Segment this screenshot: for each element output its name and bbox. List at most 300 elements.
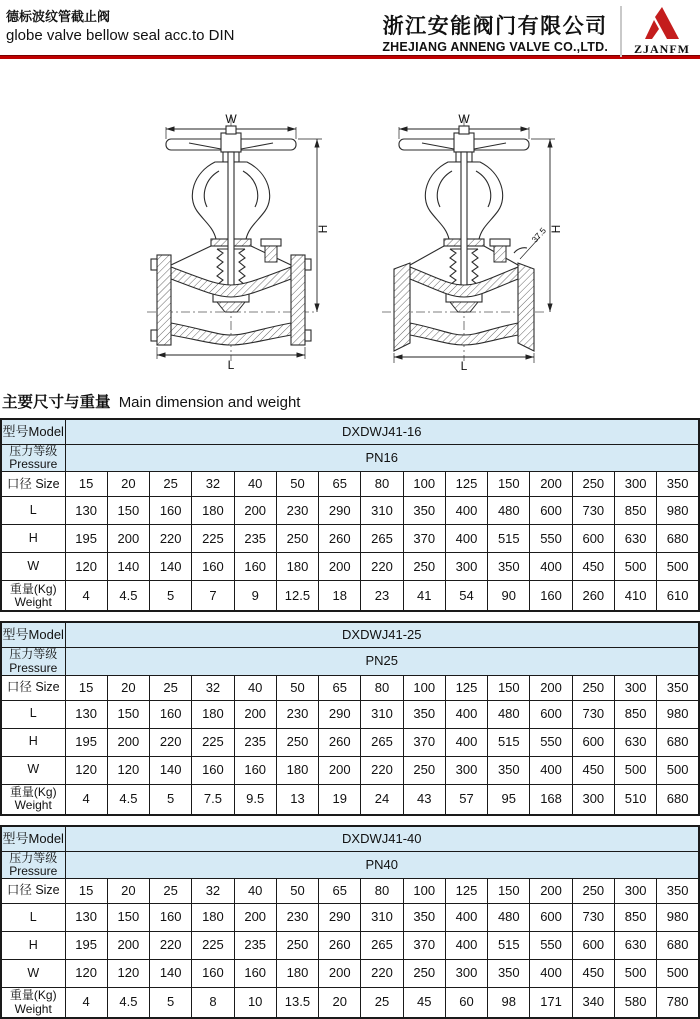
weight-cell: 4 bbox=[65, 784, 107, 815]
width-cell: 220 bbox=[361, 960, 403, 988]
weight-cell: 13 bbox=[276, 784, 318, 815]
weight-cell: 20 bbox=[319, 988, 361, 1019]
dimension-table bbox=[0, 418, 700, 612]
length-cell: 480 bbox=[488, 497, 530, 525]
model-row bbox=[1, 419, 699, 445]
height-cell: 400 bbox=[445, 525, 487, 553]
height-cell: 225 bbox=[192, 932, 234, 960]
row-label: 重量(Kg) Weight bbox=[1, 784, 65, 815]
length-cell: 130 bbox=[65, 497, 107, 525]
size-cell: 20 bbox=[107, 675, 149, 700]
size-cell: 250 bbox=[572, 675, 614, 700]
weight-cell: 5 bbox=[150, 581, 192, 612]
size-cell: 25 bbox=[150, 472, 192, 497]
width-cell: 200 bbox=[319, 553, 361, 581]
size-cell: 40 bbox=[234, 879, 276, 904]
row-label: 型号Model bbox=[1, 826, 65, 852]
width-cell: 300 bbox=[445, 756, 487, 784]
weight-cell: 5 bbox=[150, 988, 192, 1019]
width-cell: 450 bbox=[572, 960, 614, 988]
model-row bbox=[1, 622, 699, 648]
size-cell: 250 bbox=[572, 879, 614, 904]
height-cell: 200 bbox=[107, 525, 149, 553]
length-cell: 850 bbox=[614, 497, 656, 525]
size-cell: 350 bbox=[657, 472, 699, 497]
weight-cell: 23 bbox=[361, 581, 403, 612]
length-row bbox=[1, 497, 699, 525]
section-title-zh: 主要尺寸与重量 bbox=[2, 394, 111, 411]
width-cell: 500 bbox=[614, 756, 656, 784]
height-row bbox=[1, 525, 699, 553]
row-label: 型号Model bbox=[1, 419, 65, 445]
width-cell: 220 bbox=[361, 553, 403, 581]
weight-cell: 60 bbox=[445, 988, 487, 1019]
weight-cell: 680 bbox=[657, 784, 699, 815]
width-cell: 120 bbox=[65, 960, 107, 988]
width-cell: 120 bbox=[65, 553, 107, 581]
weight-cell: 510 bbox=[614, 784, 656, 815]
dim-label-h: H bbox=[316, 224, 330, 234]
height-cell: 680 bbox=[657, 525, 699, 553]
size-cell: 80 bbox=[361, 472, 403, 497]
width-cell: 400 bbox=[530, 553, 572, 581]
valve-drawings bbox=[0, 109, 700, 373]
section-title-en: Main dimension and weight bbox=[118, 394, 301, 411]
height-cell: 235 bbox=[234, 932, 276, 960]
weight-cell: 12.5 bbox=[276, 581, 318, 612]
row-label: 压力等级 Pressure bbox=[1, 648, 65, 675]
weight-cell: 5 bbox=[150, 784, 192, 815]
length-cell: 160 bbox=[150, 904, 192, 932]
row-label: 型号Model bbox=[1, 622, 65, 648]
length-cell: 400 bbox=[445, 700, 487, 728]
height-cell: 370 bbox=[403, 525, 445, 553]
row-label: W bbox=[1, 553, 65, 581]
dim-label-h: H bbox=[549, 224, 563, 234]
width-cell: 300 bbox=[445, 960, 487, 988]
width-cell: 350 bbox=[488, 960, 530, 988]
row-label: W bbox=[1, 756, 65, 784]
model-value: DXDWJ41-40 bbox=[65, 826, 699, 852]
pressure-value: PN40 bbox=[65, 851, 699, 878]
size-cell: 20 bbox=[107, 472, 149, 497]
size-cell: 150 bbox=[488, 879, 530, 904]
size-cell: 32 bbox=[192, 675, 234, 700]
weight-cell: 7 bbox=[192, 581, 234, 612]
height-cell: 265 bbox=[361, 728, 403, 756]
size-row bbox=[1, 675, 699, 700]
row-label: W bbox=[1, 960, 65, 988]
height-cell: 515 bbox=[488, 728, 530, 756]
size-cell: 20 bbox=[107, 879, 149, 904]
row-label: 压力等级 Pressure bbox=[1, 445, 65, 472]
pressure-value: PN16 bbox=[65, 445, 699, 472]
height-cell: 260 bbox=[319, 525, 361, 553]
size-cell: 100 bbox=[403, 472, 445, 497]
height-cell: 220 bbox=[150, 525, 192, 553]
dim-label-w: W bbox=[225, 112, 237, 126]
weight-cell: 4.5 bbox=[107, 784, 149, 815]
dim-label-w: W bbox=[458, 112, 470, 126]
weight-cell: 9 bbox=[234, 581, 276, 612]
company-name-en: ZHEJIANG ANNENG VALVE CO.,LTD. bbox=[382, 39, 608, 54]
company-logo bbox=[620, 6, 692, 57]
width-cell: 140 bbox=[150, 756, 192, 784]
size-cell: 50 bbox=[276, 675, 318, 700]
row-label: H bbox=[1, 932, 65, 960]
size-cell: 350 bbox=[657, 675, 699, 700]
weight-cell: 25 bbox=[361, 988, 403, 1019]
length-cell: 350 bbox=[403, 700, 445, 728]
height-cell: 265 bbox=[361, 525, 403, 553]
width-cell: 120 bbox=[65, 756, 107, 784]
width-cell: 160 bbox=[234, 960, 276, 988]
size-cell: 100 bbox=[403, 879, 445, 904]
length-cell: 290 bbox=[319, 904, 361, 932]
dimension-table bbox=[0, 621, 700, 815]
weight-cell: 4 bbox=[65, 581, 107, 612]
width-cell: 140 bbox=[107, 553, 149, 581]
width-row bbox=[1, 553, 699, 581]
size-cell: 50 bbox=[276, 472, 318, 497]
height-cell: 260 bbox=[319, 728, 361, 756]
length-cell: 600 bbox=[530, 904, 572, 932]
size-cell: 125 bbox=[445, 472, 487, 497]
width-cell: 160 bbox=[192, 756, 234, 784]
model-row bbox=[1, 826, 699, 852]
width-cell: 120 bbox=[107, 756, 149, 784]
weight-row bbox=[1, 988, 699, 1019]
height-cell: 250 bbox=[276, 728, 318, 756]
width-cell: 500 bbox=[657, 553, 699, 581]
height-cell: 630 bbox=[614, 525, 656, 553]
length-cell: 200 bbox=[234, 904, 276, 932]
weight-cell: 19 bbox=[319, 784, 361, 815]
length-cell: 180 bbox=[192, 904, 234, 932]
height-cell: 225 bbox=[192, 525, 234, 553]
weight-cell: 90 bbox=[488, 581, 530, 612]
height-row bbox=[1, 728, 699, 756]
height-cell: 195 bbox=[65, 932, 107, 960]
weight-cell: 580 bbox=[614, 988, 656, 1019]
length-cell: 290 bbox=[319, 497, 361, 525]
size-cell: 50 bbox=[276, 879, 318, 904]
height-cell: 260 bbox=[319, 932, 361, 960]
weight-cell: 610 bbox=[657, 581, 699, 612]
weight-cell: 260 bbox=[572, 581, 614, 612]
pressure-value: PN25 bbox=[65, 648, 699, 675]
width-cell: 450 bbox=[572, 756, 614, 784]
height-row bbox=[1, 932, 699, 960]
length-cell: 160 bbox=[150, 700, 192, 728]
weight-cell: 57 bbox=[445, 784, 487, 815]
row-label: 压力等级 Pressure bbox=[1, 851, 65, 878]
length-cell: 200 bbox=[234, 497, 276, 525]
bevel-angle-label: 37.5 bbox=[529, 225, 549, 245]
section-title bbox=[2, 390, 700, 412]
dimension-table bbox=[0, 825, 700, 1019]
row-label: 口径 Size bbox=[1, 675, 65, 700]
row-label: H bbox=[1, 728, 65, 756]
height-cell: 220 bbox=[150, 932, 192, 960]
weight-cell: 54 bbox=[445, 581, 487, 612]
weight-cell: 13.5 bbox=[276, 988, 318, 1019]
height-cell: 370 bbox=[403, 932, 445, 960]
row-label: H bbox=[1, 525, 65, 553]
width-cell: 180 bbox=[276, 553, 318, 581]
length-cell: 180 bbox=[192, 700, 234, 728]
size-cell: 25 bbox=[150, 879, 192, 904]
size-cell: 80 bbox=[361, 879, 403, 904]
size-cell: 200 bbox=[530, 879, 572, 904]
weight-row bbox=[1, 784, 699, 815]
company-block bbox=[382, 6, 692, 57]
weight-cell: 7.5 bbox=[192, 784, 234, 815]
length-row bbox=[1, 904, 699, 932]
size-cell: 15 bbox=[65, 879, 107, 904]
length-cell: 350 bbox=[403, 497, 445, 525]
width-cell: 120 bbox=[107, 960, 149, 988]
weight-cell: 168 bbox=[530, 784, 572, 815]
weight-cell: 24 bbox=[361, 784, 403, 815]
weight-row bbox=[1, 581, 699, 612]
height-cell: 550 bbox=[530, 525, 572, 553]
length-cell: 730 bbox=[572, 904, 614, 932]
width-cell: 250 bbox=[403, 553, 445, 581]
length-cell: 310 bbox=[361, 497, 403, 525]
length-cell: 200 bbox=[234, 700, 276, 728]
height-cell: 400 bbox=[445, 932, 487, 960]
size-cell: 40 bbox=[234, 675, 276, 700]
width-cell: 350 bbox=[488, 553, 530, 581]
size-cell: 350 bbox=[657, 879, 699, 904]
height-cell: 600 bbox=[572, 525, 614, 553]
width-cell: 160 bbox=[234, 756, 276, 784]
weight-cell: 95 bbox=[488, 784, 530, 815]
height-cell: 370 bbox=[403, 728, 445, 756]
height-cell: 600 bbox=[572, 728, 614, 756]
length-cell: 130 bbox=[65, 700, 107, 728]
width-cell: 180 bbox=[276, 756, 318, 784]
size-cell: 200 bbox=[530, 675, 572, 700]
logo-text: ZJANFM bbox=[634, 42, 690, 56]
height-cell: 235 bbox=[234, 728, 276, 756]
weight-cell: 41 bbox=[403, 581, 445, 612]
weight-cell: 4 bbox=[65, 988, 107, 1019]
length-cell: 600 bbox=[530, 700, 572, 728]
width-cell: 140 bbox=[150, 960, 192, 988]
height-cell: 235 bbox=[234, 525, 276, 553]
height-cell: 220 bbox=[150, 728, 192, 756]
length-cell: 400 bbox=[445, 497, 487, 525]
dim-label-l: L bbox=[227, 358, 235, 372]
height-cell: 515 bbox=[488, 932, 530, 960]
row-label: 重量(Kg) Weight bbox=[1, 988, 65, 1019]
length-cell: 290 bbox=[319, 700, 361, 728]
height-cell: 680 bbox=[657, 932, 699, 960]
length-cell: 480 bbox=[488, 700, 530, 728]
logo-a-icon bbox=[642, 6, 682, 41]
length-cell: 310 bbox=[361, 700, 403, 728]
size-cell: 15 bbox=[65, 472, 107, 497]
pressure-row bbox=[1, 851, 699, 878]
length-cell: 850 bbox=[614, 904, 656, 932]
height-cell: 630 bbox=[614, 728, 656, 756]
length-cell: 600 bbox=[530, 497, 572, 525]
size-cell: 15 bbox=[65, 675, 107, 700]
weight-cell: 4.5 bbox=[107, 581, 149, 612]
size-cell: 125 bbox=[445, 675, 487, 700]
width-cell: 200 bbox=[319, 756, 361, 784]
width-cell: 160 bbox=[192, 553, 234, 581]
size-cell: 100 bbox=[403, 675, 445, 700]
height-cell: 400 bbox=[445, 728, 487, 756]
height-cell: 515 bbox=[488, 525, 530, 553]
weight-cell: 45 bbox=[403, 988, 445, 1019]
size-cell: 250 bbox=[572, 472, 614, 497]
width-cell: 450 bbox=[572, 553, 614, 581]
weight-cell: 9.5 bbox=[234, 784, 276, 815]
height-cell: 250 bbox=[276, 932, 318, 960]
product-title-en: globe valve bellow seal acc.to DIN bbox=[6, 26, 235, 44]
row-label: 口径 Size bbox=[1, 472, 65, 497]
width-cell: 160 bbox=[234, 553, 276, 581]
company-name bbox=[382, 10, 620, 54]
weight-cell: 410 bbox=[614, 581, 656, 612]
weight-cell: 43 bbox=[403, 784, 445, 815]
height-cell: 680 bbox=[657, 728, 699, 756]
row-label: L bbox=[1, 904, 65, 932]
width-cell: 250 bbox=[403, 756, 445, 784]
size-cell: 25 bbox=[150, 675, 192, 700]
weight-cell: 780 bbox=[657, 988, 699, 1019]
weight-cell: 8 bbox=[192, 988, 234, 1019]
size-cell: 40 bbox=[234, 472, 276, 497]
length-cell: 730 bbox=[572, 700, 614, 728]
width-cell: 300 bbox=[445, 553, 487, 581]
length-cell: 730 bbox=[572, 497, 614, 525]
size-cell: 300 bbox=[614, 879, 656, 904]
size-cell: 65 bbox=[319, 879, 361, 904]
width-row bbox=[1, 960, 699, 988]
dim-label-l: L bbox=[460, 359, 468, 373]
width-row bbox=[1, 756, 699, 784]
length-cell: 980 bbox=[657, 904, 699, 932]
height-cell: 550 bbox=[530, 932, 572, 960]
size-cell: 65 bbox=[319, 472, 361, 497]
length-cell: 230 bbox=[276, 904, 318, 932]
row-label: L bbox=[1, 700, 65, 728]
size-cell: 150 bbox=[488, 675, 530, 700]
width-cell: 160 bbox=[192, 960, 234, 988]
length-cell: 150 bbox=[107, 700, 149, 728]
height-cell: 630 bbox=[614, 932, 656, 960]
row-label: L bbox=[1, 497, 65, 525]
width-cell: 200 bbox=[319, 960, 361, 988]
width-cell: 400 bbox=[530, 756, 572, 784]
length-cell: 400 bbox=[445, 904, 487, 932]
height-cell: 600 bbox=[572, 932, 614, 960]
length-cell: 180 bbox=[192, 497, 234, 525]
length-cell: 230 bbox=[276, 700, 318, 728]
flanged-valve-drawing bbox=[131, 109, 336, 373]
size-row bbox=[1, 879, 699, 904]
weight-cell: 340 bbox=[572, 988, 614, 1019]
width-cell: 250 bbox=[403, 960, 445, 988]
size-cell: 300 bbox=[614, 675, 656, 700]
height-cell: 200 bbox=[107, 728, 149, 756]
length-cell: 980 bbox=[657, 700, 699, 728]
row-label: 重量(Kg) Weight bbox=[1, 581, 65, 612]
width-cell: 220 bbox=[361, 756, 403, 784]
length-cell: 850 bbox=[614, 700, 656, 728]
width-cell: 180 bbox=[276, 960, 318, 988]
length-cell: 350 bbox=[403, 904, 445, 932]
pressure-row bbox=[1, 445, 699, 472]
model-value: DXDWJ41-16 bbox=[65, 419, 699, 445]
length-cell: 980 bbox=[657, 497, 699, 525]
length-cell: 230 bbox=[276, 497, 318, 525]
weight-cell: 300 bbox=[572, 784, 614, 815]
height-cell: 195 bbox=[65, 525, 107, 553]
width-cell: 400 bbox=[530, 960, 572, 988]
width-cell: 140 bbox=[150, 553, 192, 581]
height-cell: 195 bbox=[65, 728, 107, 756]
width-cell: 500 bbox=[657, 756, 699, 784]
length-cell: 150 bbox=[107, 497, 149, 525]
width-cell: 350 bbox=[488, 756, 530, 784]
length-row bbox=[1, 700, 699, 728]
weight-cell: 160 bbox=[530, 581, 572, 612]
company-name-zh: 浙江安能阀门有限公司 bbox=[382, 14, 608, 38]
length-cell: 150 bbox=[107, 904, 149, 932]
height-cell: 200 bbox=[107, 932, 149, 960]
row-label: 口径 Size bbox=[1, 879, 65, 904]
product-title-zh: 德标波纹管截止阀 bbox=[6, 9, 111, 24]
length-cell: 160 bbox=[150, 497, 192, 525]
size-cell: 200 bbox=[530, 472, 572, 497]
weight-cell: 171 bbox=[530, 988, 572, 1019]
height-cell: 250 bbox=[276, 525, 318, 553]
height-cell: 225 bbox=[192, 728, 234, 756]
weight-cell: 18 bbox=[319, 581, 361, 612]
length-cell: 480 bbox=[488, 904, 530, 932]
width-cell: 500 bbox=[614, 553, 656, 581]
product-title-block bbox=[6, 6, 234, 45]
pressure-row bbox=[1, 648, 699, 675]
size-cell: 80 bbox=[361, 675, 403, 700]
size-cell: 32 bbox=[192, 472, 234, 497]
weld-end-valve-drawing bbox=[364, 109, 569, 373]
height-cell: 550 bbox=[530, 728, 572, 756]
size-cell: 65 bbox=[319, 675, 361, 700]
size-cell: 300 bbox=[614, 472, 656, 497]
height-cell: 265 bbox=[361, 932, 403, 960]
page-header bbox=[0, 0, 700, 56]
dimension-tables bbox=[0, 418, 700, 1019]
model-value: DXDWJ41-25 bbox=[65, 622, 699, 648]
weight-cell: 98 bbox=[488, 988, 530, 1019]
size-row bbox=[1, 472, 699, 497]
size-cell: 125 bbox=[445, 879, 487, 904]
length-cell: 310 bbox=[361, 904, 403, 932]
width-cell: 500 bbox=[614, 960, 656, 988]
size-cell: 32 bbox=[192, 879, 234, 904]
weight-cell: 10 bbox=[234, 988, 276, 1019]
width-cell: 500 bbox=[657, 960, 699, 988]
size-cell: 150 bbox=[488, 472, 530, 497]
weight-cell: 4.5 bbox=[107, 988, 149, 1019]
